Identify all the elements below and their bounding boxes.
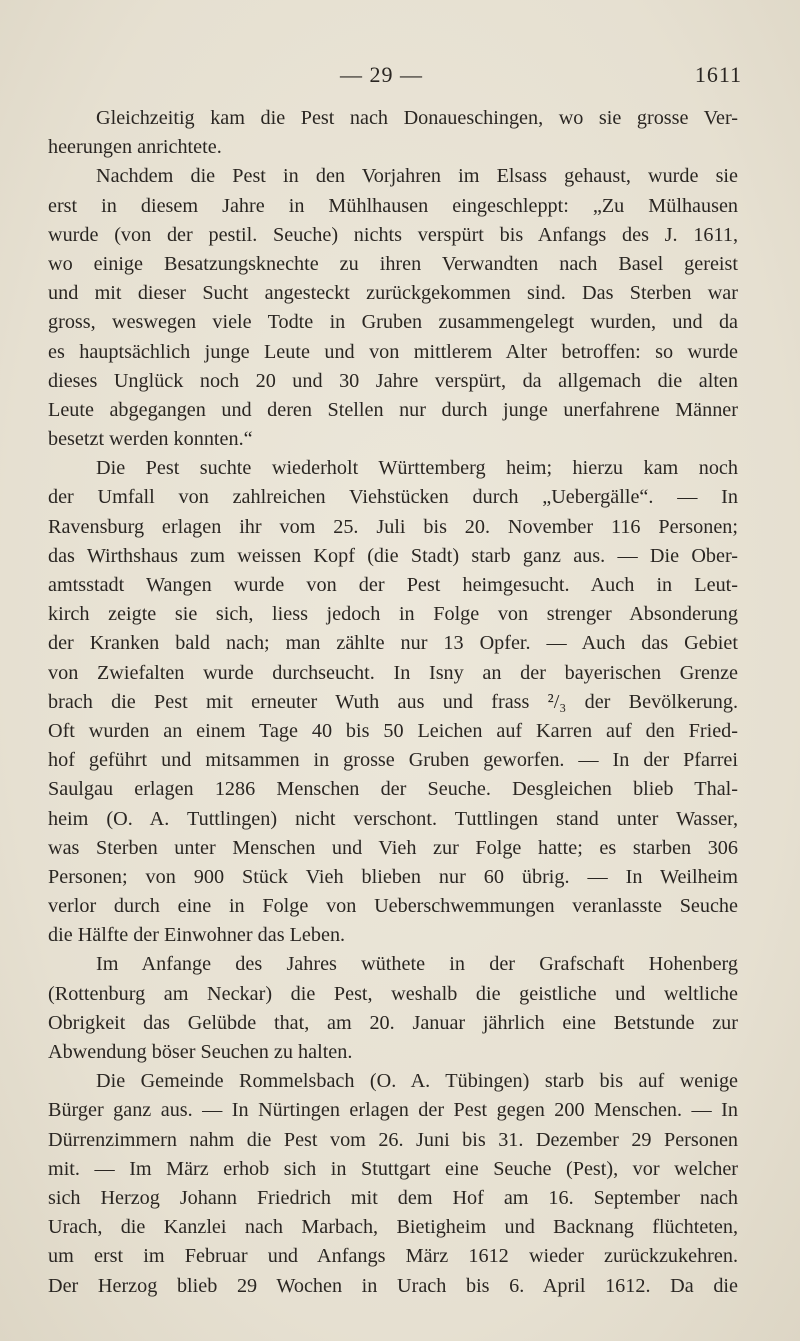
text-line: Nachdem die Pest in den Vorjahren im Elsass gehaust, wurde sie (96, 165, 738, 188)
text-line: wo einige Besatzungsknechte zu ihren Verwandten nach Basel gereist (48, 252, 738, 275)
text-line: Oft wurden an einem Tage 40 bis 50 Leichen auf Karren auf den Fried- (48, 719, 738, 742)
text-line: sich Herzog Johann Friedrich mit dem Hof am 16. September nach (48, 1186, 738, 1209)
text-line: Leute abgegangen und deren Stellen nur durch junge unerfahrene Männer (48, 398, 738, 421)
text-line: Der Herzog blieb 29 Wochen in Urach bis 6. April 1612. Da die (48, 1274, 738, 1297)
text-line: amtsstadt Wangen wurde von der Pest heimgesucht. Auch in Leut- (48, 574, 738, 596)
text-line: Die Pest suchte wiederholt Württemberg heim; hierzu kam noch (96, 457, 738, 480)
text-line: brach die Pest mit erneuter Wuth aus und frass ²/₃ der Bevölkerung. (48, 690, 738, 713)
running-header (20, 62, 742, 92)
text-line: besetzt werden konnten.“ (48, 428, 253, 451)
text-line: dieses Unglück noch 20 und 30 Jahre verspürt, da allgemach die alten (48, 369, 738, 392)
text-line: wurde (von der pestil. Seuche) nichts verspürt bis Anfangs des J. 1611, (48, 223, 738, 246)
text-line: der Kranken bald nach; man zählte nur 13 Opfer. — Auch das Gebiet (48, 632, 738, 655)
text-line: heerungen anrichtete. (48, 136, 222, 159)
text-line: Urach, die Kanzlei nach Marbach, Bietigheim und Backnang flüchteten, (48, 1216, 738, 1239)
text-line: Bürger ganz aus. — In Nürtingen erlagen der Pest gegen 200 Menschen. — In (48, 1099, 738, 1122)
text-line: von Zwiefalten wurde durchseucht. In Isny an der bayerischen Grenze (48, 661, 738, 684)
year-heading: 1611 (694, 62, 742, 87)
text-line: (Rottenburg am Neckar) die Pest, weshalb die geistliche und weltliche (48, 982, 738, 1005)
text-line: der Umfall von zahlreichen Viehstücken durch „Uebergälle“. — In (48, 486, 738, 509)
text-line: Gleichzeitig kam die Pest nach Donaueschingen, wo sie grosse Ver- (96, 107, 738, 129)
text-line: verlor durch eine in Folge von Ueberschwemmungen veranlasste Seuche (48, 895, 738, 918)
text-line: heim (O. A. Tuttlingen) nicht verschont. Tuttlingen stand unter Wasser, (48, 807, 738, 830)
text-line: es hauptsächlich junge Leute und von mittlerem Alter betroffen: so wurde (48, 340, 738, 363)
text-line: mit. — Im März erhob sich in Stuttgart eine Seuche (Pest), vor welcher (48, 1157, 738, 1180)
page-number: — 29 — (340, 62, 423, 87)
text-line: Dürrenzimmern nahm die Pest vom 26. Juni bis 31. Dezember 29 Personen (48, 1128, 738, 1151)
text-line: gross, weswegen viele Todte in Gruben zusammengelegt wurden, und da (48, 311, 738, 334)
text-line: Ravensburg erlagen ihr vom 25. Juli bis 20. November 116 Personen; (48, 515, 738, 538)
text-line: kirch zeigte sie sich, liess jedoch in Folge von strenger Absonderung (48, 603, 738, 626)
body-text (48, 104, 738, 1301)
text-line: Personen; von 900 Stück Vieh blieben nur 60 übrig. — In Weilheim (48, 865, 738, 888)
text-line: erst in diesem Jahre in Mühlhausen eingeschleppt: „Zu Mülhausen (48, 194, 738, 217)
text-line: Abwendung böser Seuchen zu halten. (48, 1041, 353, 1063)
text-line: und mit dieser Sucht angesteckt zurückgekommen sind. Das Sterben war (48, 282, 738, 305)
text-line: die Hälfte der Einwohner das Leben. (48, 924, 346, 947)
text-line: das Wirthshaus zum weissen Kopf (die Stadt) starb ganz aus. — Die Ober- (48, 544, 738, 567)
text-line: was Sterben unter Menschen und Vieh zur Folge hatte; es starben 306 (48, 836, 738, 859)
text-line: hof geführt und mitsammen in grosse Gruben geworfen. — In der Pfarrei (48, 749, 738, 772)
text-line: um erst im Februar und Anfangs März 1612 wieder zurückzukehren. (48, 1245, 738, 1268)
text-line: Die Gemeinde Rommelsbach (O. A. Tübingen) starb bis auf wenige (96, 1070, 738, 1093)
text-line: Saulgau erlagen 1286 Menschen der Seuche. Desgleichen blieb Thal- (48, 778, 738, 801)
text-line: Im Anfange des Jahres wüthete in der Grafschaft Hohenberg (96, 953, 738, 976)
text-line: Obrigkeit das Gelübde that, am 20. Januar jährlich eine Betstunde zur (48, 1011, 738, 1034)
